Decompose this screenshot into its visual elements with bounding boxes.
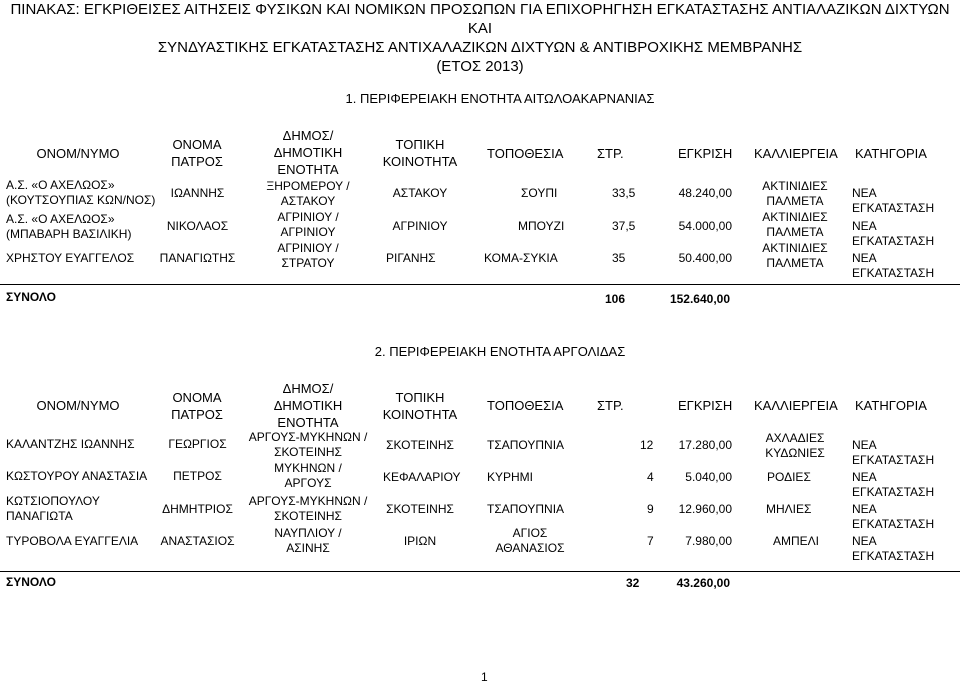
row-community: ΣΚΟΤΕΙΝΗΣ [386,502,454,516]
row-municipality: ΜΥΚΗΝΩΝ / ΑΡΓΟΥΣ [274,461,342,490]
row-crop: ΑΚΤΙΝΙΔΙΕΣ ΠΑΛΜΕΤΑ [762,179,828,208]
row-municipality: ΞΗΡΟΜΕΡΟΥ / ΑΣΤΑΚΟΥ [266,179,350,208]
row-community: ΡΙΓΑΝΗΣ [386,251,436,265]
row-community: ΑΣΤΑΚΟΥ [392,186,448,200]
row-crop: ΑΜΠΕΛΙ [773,534,820,548]
row-name: ΧΡΗΣΤΟΥ ΕΥΑΓΓΕΛΟΣ [6,251,135,265]
row-municipality: ΑΡΓΟΥΣ-ΜΥΚΗΝΩΝ / ΣΚΟΤΕΙΝΗΣ [248,494,368,523]
row-location: ΚΟΜΑ-ΣΥΚΙΑ [484,251,558,265]
row-father: ΙΩΑΝΝΗΣ [170,186,225,200]
col-header-father: ΟΝΟΜΑ ΠΑΤΡΟΣ [171,390,223,422]
row-name: Α.Σ. «Ο ΑΧΕΛΩΟΣ» (ΚΟΥΤΣΟΥΠΙΑΣ ΚΩΝ/ΝΟΣ) [6,178,156,207]
row-location: ΚΥΡΗΜΙ [487,470,534,484]
row-father: ΔΗΜΗΤΡΙΟΣ [162,502,233,516]
row-area: 33,5 [612,186,636,200]
row-category: ΝΕΑ ΕΓΚΑΤΑΣΤΑΣΗ [852,251,935,280]
row-approval: 48.240,00 [678,186,732,200]
row-area: 12 [640,438,654,452]
row-name: Α.Σ. «Ο ΑΧΕΛΩΟΣ» (ΜΠΑΒΑΡΗ ΒΑΣΙΛΙΚΗ) [6,212,132,241]
row-crop: ΜΗΛΙΕΣ [766,502,812,516]
col-header-municipality: ΔΗΜΟΣ/ ΔΗΜΟΤΙΚΗ ΕΝΟΤΗΤΑ [273,128,343,177]
col-header-father: ΟΝΟΜΑ ΠΑΤΡΟΣ [171,137,223,169]
row-crop: ΑΚΤΙΝΙΔΙΕΣ ΠΑΛΜΕΤΑ [762,241,828,270]
row-municipality: ΑΓΡΙΝΙΟΥ / ΑΓΡΙΝΙΟΥ [277,210,339,239]
col-header-name: ΟΝΟΜ/ΝΥΜΟ [36,398,120,413]
row-location: ΤΣΑΠΟΥΠΝΙΑ [487,502,565,516]
col-header-approval: ΕΓΚΡΙΣΗ [678,398,733,413]
title-line-3: (ΕΤΟΣ 2013) [436,58,524,75]
col-header-community: ΤΟΠΙΚΗ ΚΟΙΝΟΤΗΤΑ [382,390,458,422]
title-line-1: ΠΙΝΑΚΑΣ: ΕΓΚΡΙΘΕΙΣΕΣ ΑΙΤΗΣΕΙΣ ΦΥΣΙΚΩΝ ΚΑΙ ΝΟΜΙΚΩΝ ΠΡΟΣΩΠΩΝ ΓΙΑ ΕΠΙΧΟΡΗΓΗΣΗ ΕΓΚΑΤΑΣΤΑΣΗΣ ΑΝΤΙΑΛΑΖΙΚΩΝ ΔΙΧΤΥΩΝ ΚΑΙ [10,1,950,37]
row-area: 7 [647,534,654,548]
row-crop: ΡΟΔΙΕΣ [767,470,811,484]
row-location: ΑΓΙΟΣ ΑΘΑΝΑΣΙΟΣ [495,526,565,555]
row-category: ΝΕΑ ΕΓΚΑΤΑΣΤΑΣΗ [852,438,935,467]
row-crop: ΑΚΤΙΝΙΔΙΕΣ ΠΑΛΜΕΤΑ [762,210,828,239]
total-area: 32 [626,576,640,590]
document-title [0,0,960,76]
col-header-location: ΤΟΠΟΘΕΣΙΑ [487,398,564,413]
row-category: ΝΕΑ ΕΓΚΑΤΑΣΤΑΣΗ [852,502,935,531]
row-approval: 12.960,00 [678,502,732,516]
row-approval: 17.280,00 [678,438,732,452]
row-category: ΝΕΑ ΕΓΚΑΤΑΣΤΑΣΗ [852,534,935,563]
section2-title: 2. ΠΕΡΙΦΕΡΕΙΑΚΗ ΕΝΟΤΗΤΑ ΑΡΓΟΛΙΔΑΣ [374,344,626,359]
row-community: ΙΡΙΩΝ [403,534,437,548]
row-father: ΠΕΤΡΟΣ [173,469,222,483]
row-area: 37,5 [612,219,636,233]
total-area: 106 [605,292,626,306]
row-category: ΝΕΑ ΕΓΚΑΤΑΣΤΑΣΗ [852,186,935,215]
title-line-2: ΣΥΝΔΥΑΣΤΙΚΗΣ ΕΓΚΑΤΑΣΤΑΣΗΣ ΑΝΤΙΧΑΛΑΖΙΚΩΝ ΔΙΧΤΥΩΝ & ΑΝΤΙΒΡΟΧΙΚΗΣ ΜΕΜΒΡΑΝΗΣ [157,39,803,56]
row-area: 35 [612,251,626,265]
row-name: ΤΥΡΟΒΟΛΑ ΕΥΑΓΓΕΛΙΑ [6,534,139,548]
row-approval: 54.000,00 [678,219,732,233]
row-approval: 7.980,00 [685,534,732,548]
total-rule [0,284,960,285]
total-approval: 152.640,00 [669,292,730,306]
col-header-area: ΣΤΡ. [597,398,624,413]
col-header-municipality: ΔΗΜΟΣ/ ΔΗΜΟΤΙΚΗ ΕΝΟΤΗΤΑ [273,381,343,430]
col-header-community: ΤΟΠΙΚΗ ΚΟΙΝΟΤΗΤΑ [382,137,458,169]
col-header-category: ΚΑΤΗΓΟΡΙΑ [855,146,927,161]
total-label: ΣΥΝΟΛΟ [6,575,56,589]
row-father: ΓΕΩΡΓΙΟΣ [168,437,227,451]
col-header-area: ΣΤΡ. [597,146,624,161]
row-location: ΤΣΑΠΟΥΠΝΙΑ [487,438,565,452]
row-area: 4 [647,470,654,484]
total-approval: 43.260,00 [676,576,730,590]
total-label: ΣΥΝΟΛΟ [6,290,56,304]
row-municipality: ΝΑΥΠΛΙΟΥ / ΑΣΙΝΗΣ [274,526,342,555]
row-area: 9 [647,502,654,516]
row-name: ΚΩΣΤΟΥΡΟΥ ΑΝΑΣΤΑΣΙΑ [6,469,148,483]
section1-title: 1. ΠΕΡΙΦΕΡΕΙΑΚΗ ΕΝΟΤΗΤΑ ΑΙΤΩΛΟΑΚΑΡΝΑΝΙΑΣ [345,91,655,106]
row-location: ΜΠΟΥΖΙ [518,219,565,233]
row-approval: 50.400,00 [678,251,732,265]
row-municipality: ΑΡΓΟΥΣ-ΜΥΚΗΝΩΝ / ΣΚΟΤΕΙΝΗΣ [248,430,368,459]
col-header-crop: ΚΑΛΛΙΕΡΓΕΙΑ [754,146,838,161]
row-category: ΝΕΑ ΕΓΚΑΤΑΣΤΑΣΗ [852,470,935,499]
row-father: ΑΝΑΣΤΑΣΙΟΣ [160,534,235,548]
row-father: ΠΑΝΑΓΙΩΤΗΣ [159,251,236,265]
row-approval: 5.040,00 [685,470,732,484]
row-category: ΝΕΑ ΕΓΚΑΤΑΣΤΑΣΗ [852,219,935,248]
row-location: ΣΟΥΠΙ [521,186,558,200]
total-rule [0,571,960,572]
row-crop: ΑΧΛΑΔΙΕΣ ΚΥΔΩΝΙΕΣ [765,431,825,460]
col-header-crop: ΚΑΛΛΙΕΡΓΕΙΑ [754,398,838,413]
page-number: 1 [481,670,488,684]
row-community: ΚΕΦΑΛΑΡΙΟΥ [383,470,461,484]
col-header-approval: ΕΓΚΡΙΣΗ [678,146,733,161]
row-community: ΣΚΟΤΕΙΝΗΣ [386,438,454,452]
col-header-location: ΤΟΠΟΘΕΣΙΑ [487,146,564,161]
row-name: ΚΩΤΣΙΟΠΟΥΛΟΥ ΠΑΝΑΓΙΩΤΑ [6,494,100,523]
row-father: ΝΙΚΟΛΑΟΣ [166,219,229,233]
row-municipality: ΑΓΡΙΝΙΟΥ / ΣΤΡΑΤΟΥ [277,241,339,270]
row-name: ΚΑΛΑΝΤΖΗΣ ΙΩΑΝΝΗΣ [6,437,135,451]
col-header-category: ΚΑΤΗΓΟΡΙΑ [855,398,927,413]
col-header-name: ΟΝΟΜ/ΝΥΜΟ [36,146,120,161]
row-community: ΑΓΡΙΝΙΟΥ [392,219,448,233]
